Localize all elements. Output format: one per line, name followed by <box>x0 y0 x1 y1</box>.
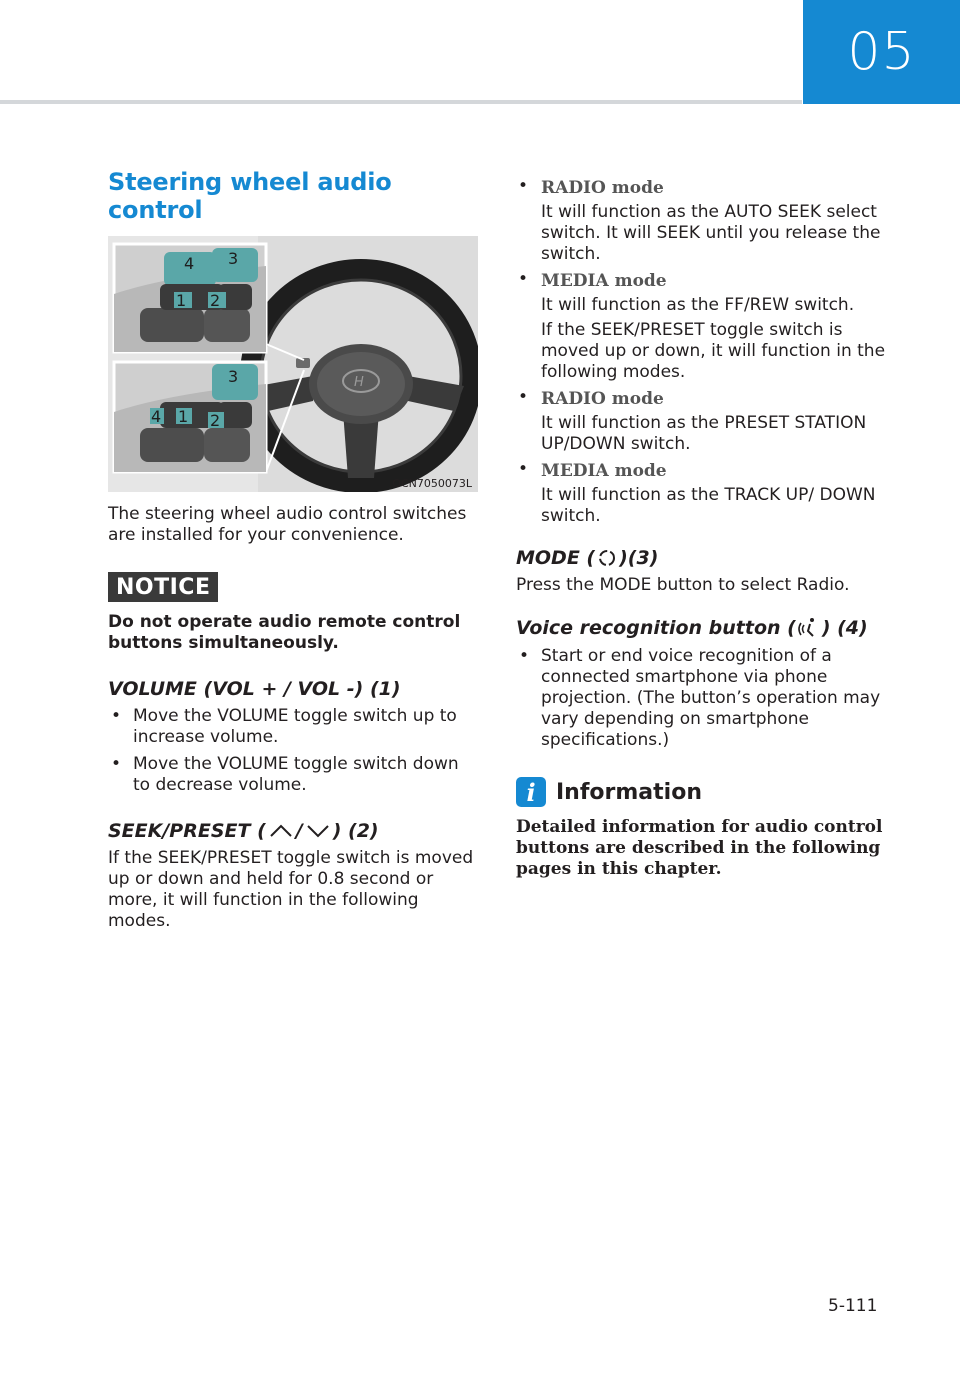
mode-name: • RADIO mode <box>541 178 664 198</box>
right-column <box>516 176 896 880</box>
callout-1-top: 1 <box>176 291 187 310</box>
information-header <box>516 777 896 807</box>
section-title: Steering wheel audio control <box>108 168 392 224</box>
page-number: 5-111 <box>828 1296 878 1316</box>
list-item: • Move the VOLUME toggle switch down to decrease volume. <box>108 754 478 796</box>
mode-heading-prefix: MODE ( <box>516 547 596 569</box>
mode-heading <box>516 547 896 569</box>
list-item: • Start or end voice recognition of a connected smartphone via phone projection. (The button’s operation may vary depending on smartphone specifications.) <box>516 646 896 751</box>
callout-4-top: 4 <box>184 254 195 273</box>
seek-text: If the SEEK/PRESET toggle switch is moved up or down and held for 0.8 second or more, it will function in the following modes. <box>108 848 474 931</box>
mode-heading-suffix: )(3) <box>619 547 659 569</box>
notice-badge: NOTICE <box>108 572 218 602</box>
steering-wheel-illustration <box>108 236 478 492</box>
seek-heading <box>108 820 478 842</box>
seek-heading-suffix: ) (2) <box>332 820 379 842</box>
mode-list <box>516 176 896 527</box>
mode-desc: It will function as the PRESET STATION UP/DOWN switch. <box>541 413 867 454</box>
mode-name: • MEDIA mode <box>541 271 667 291</box>
volume-list <box>108 706 478 796</box>
svg-text:H: H <box>354 375 364 390</box>
mode-name: • RADIO mode <box>541 389 664 409</box>
info-icon: i <box>516 777 546 807</box>
voice-heading <box>516 616 896 640</box>
voice-heading-suffix: ) (4) <box>821 617 868 639</box>
mode-desc: If the SEEK/PRESET toggle switch is moved up or down, it will function in the following modes. <box>541 320 886 382</box>
callout-4-bottom: 4 <box>151 407 162 426</box>
list-item <box>516 459 896 527</box>
volume-heading: VOLUME (VOL + / VOL -) (1) <box>108 678 401 700</box>
mode-name: • MEDIA mode <box>541 461 667 481</box>
left-column <box>108 168 478 932</box>
seek-heading-sep: / <box>295 820 303 842</box>
mode-icon <box>597 548 617 568</box>
chevron-down-icon <box>305 823 331 839</box>
mode-desc: It will function as the AUTO SEEK select switch. It will SEEK until you release the switch. <box>541 202 881 264</box>
callout-2-bottom: 2 <box>210 411 221 430</box>
mode-text: Press the MODE button to select Radio. <box>516 575 850 595</box>
list-item <box>516 269 896 383</box>
mode-desc: It will function as the FF/REW switch. <box>541 295 855 315</box>
intro-text: The steering wheel audio control switches are installed for your convenience. <box>108 504 467 545</box>
list-item: • Move the VOLUME toggle switch up to increase volume. <box>108 706 478 748</box>
steering-wheel-figure <box>108 236 478 492</box>
list-item <box>516 176 896 265</box>
chevron-up-icon <box>268 823 294 839</box>
information-text: Detailed information for audio control buttons are described in the following pages in this chapter. <box>516 817 883 879</box>
callout-2-top: 2 <box>210 291 221 310</box>
callout-3-bottom: 3 <box>228 367 239 386</box>
seek-heading-prefix: SEEK/PRESET ( <box>108 820 266 842</box>
mode-desc: It will function as the TRACK UP/ DOWN switch. <box>541 485 876 526</box>
voice-heading-prefix: Voice recognition button ( <box>516 617 796 639</box>
callout-3-top: 3 <box>228 249 239 268</box>
voice-recognition-icon <box>798 616 820 640</box>
notice-text: Do not operate audio remote control buttons simultaneously. <box>108 612 461 653</box>
figure-code: OCN7050073L <box>392 477 472 490</box>
information-title: Information <box>556 779 702 805</box>
callout-1-bottom: 1 <box>178 407 189 426</box>
header-rule <box>0 100 802 104</box>
list-item <box>516 387 896 455</box>
chapter-number: 05 <box>803 0 960 104</box>
voice-list <box>516 646 896 751</box>
